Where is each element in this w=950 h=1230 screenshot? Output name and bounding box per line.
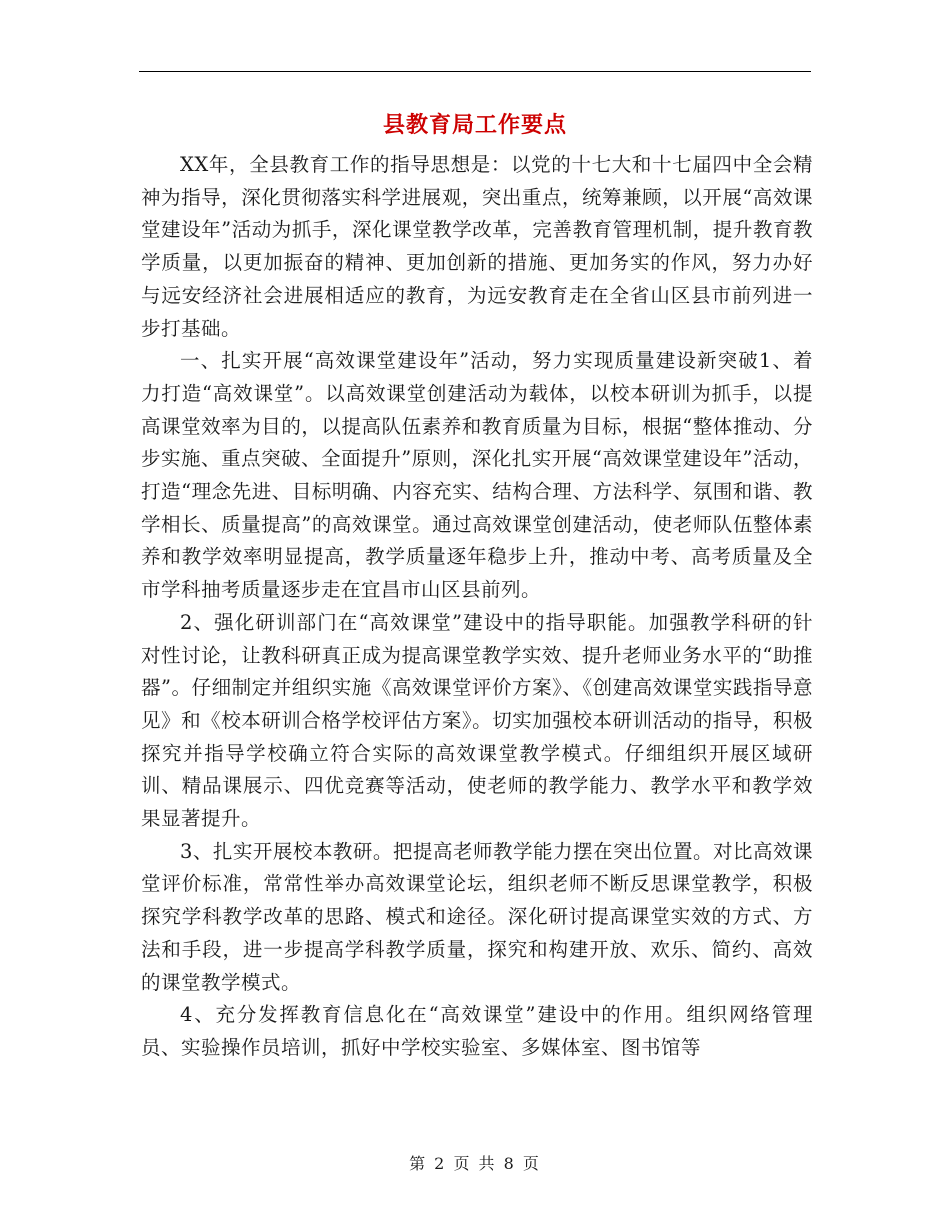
page-number-footer: 第 2 页 共 8 页 [409,1154,541,1173]
header-rule [139,71,811,72]
paragraph-item-two: 2、强化研训部门在“高效课堂”建设中的指导职能。加强教学科研的针对性讨论，让教科研真正成为提高课堂教学实效、提升老师业务水平的“助推器”。仔细制定并组织实施《高效课堂评价方案》、《创建高效课堂实践指导意见》和《校本研训合格学校评估方案》。切实加强校本研训活动的指导，积极探究并指导学校确立符合实际的高效课堂教学模式。仔细组织开展区域研训、精品课展示、四优竞赛等活动，使老师的教学能力、教学水平和教学效果显著提升。 [141,610,813,831]
document-body [141,149,813,1065]
paragraph-item-four: 4、充分发挥教育信息化在“高效课堂”建设中的作用。组织网络管理员、实验操作员培训，抓好中学校实验室、多媒体室、图书馆等 [141,1003,813,1059]
paragraph-item-three: 3、扎实开展校本教研。把提高老师教学能力摆在突出位置。对比高效课堂评价标准，常常性举办高效课堂论坛，组织老师不断反思课堂教学，积极探究学科教学改革的思路、模式和途径。深化研讨提高课堂实效的方式、方法和手段，进一步提高学科教学质量，探究和构建开放、欢乐、简约、高效的课堂教学模式。 [141,839,813,994]
paragraph-guiding-thought: XX年，全县教育工作的指导思想是：以党的十七大和十七届四中全会精神为指导，深化贯彻落实科学进展观，突出重点，统筹兼顾，以开展“高效课堂建设年”活动为抓手，深化课堂教学改革，完善教育管理机制，提升教育教学质量，以更加振奋的精神、更加创新的措施、更加务实的作风，努力办好与远安经济社会进展相适应的教育，为远安教育走在全省山区县市前列进一步打基础。 [141,153,813,340]
page-title: 县教育局工作要点 [382,112,567,138]
paragraph-section-one: 一、扎实开展“高效课堂建设年”活动，努力实现质量建设新突破1、着力打造“高效课堂”。以高效课堂创建活动为载体，以校本研训为抓手，以提高课堂效率为目的，以提高队伍素养和教育质量为目标，根据“整体推动、分步实施、重点突破、全面提升”原则，深化扎实开展“高效课堂建设年”活动，打造“理念先进、目标明确、内容充实、结构合理、方法科学、氛围和谐、教学相长、质量提高”的高效课堂。通过高效课堂创建活动，使老师队伍整体素养和教学效率明显提高，教学质量逐年稳步上升，推动中考、高考质量及全市学科抽考质量逐步走在宜昌市山区县前列。 [141,349,813,602]
